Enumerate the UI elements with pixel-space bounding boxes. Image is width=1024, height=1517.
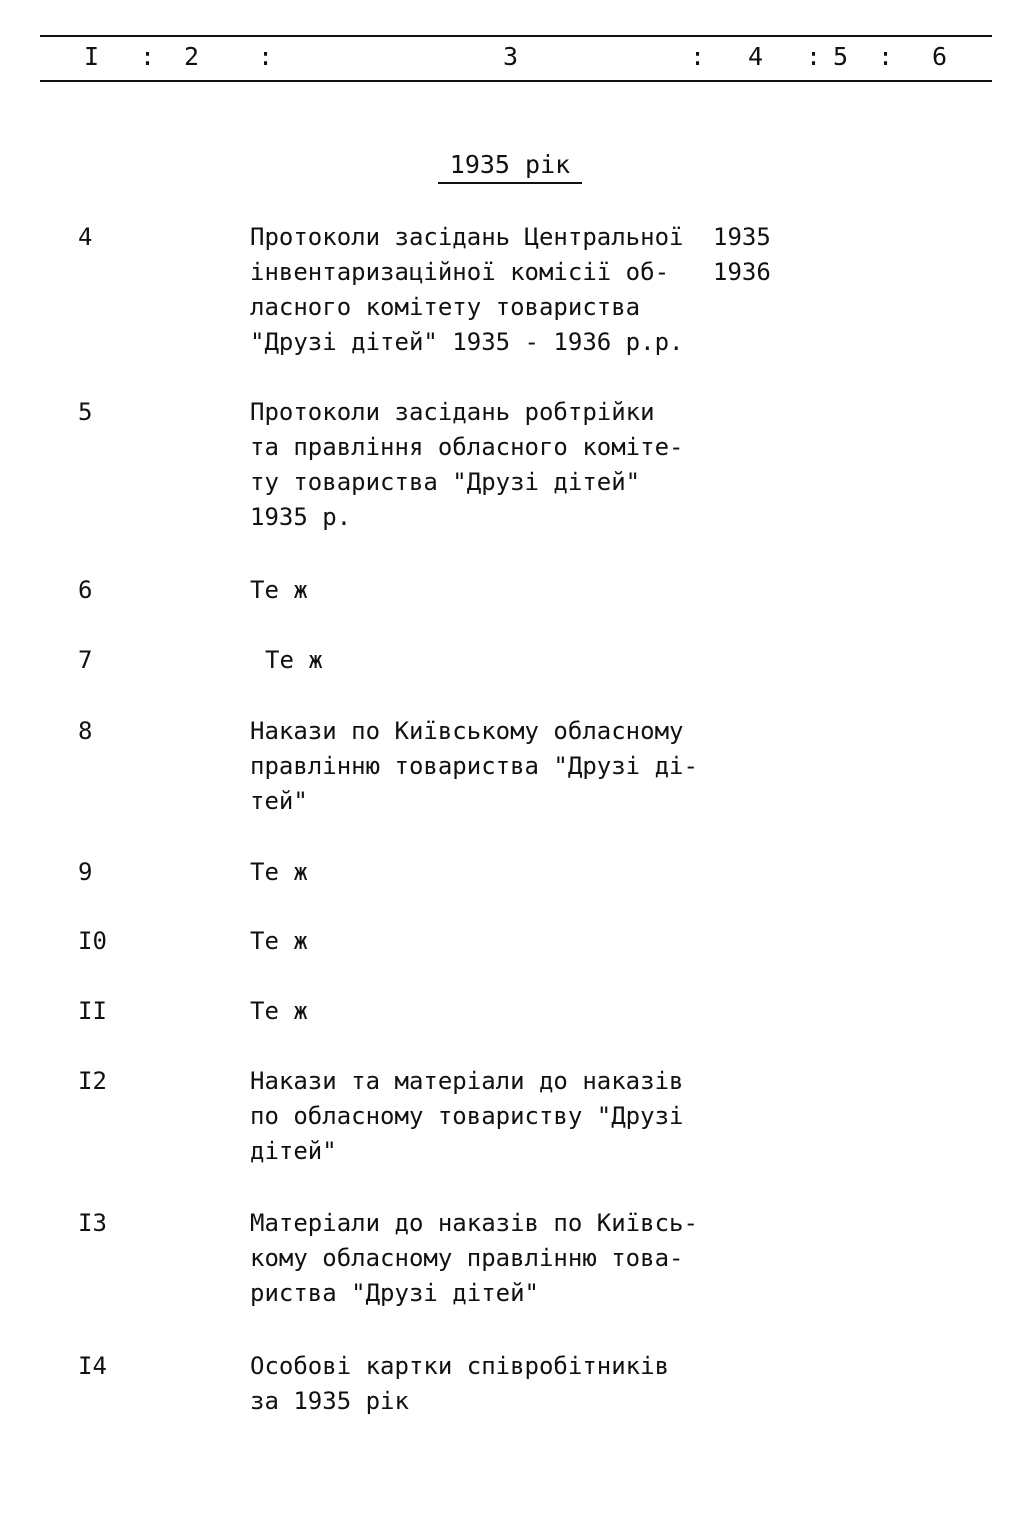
item-title: Матеріали до наказів по Київсь- кому обласному правлінню това- риства "Друзі дітей"	[250, 1209, 698, 1307]
item-number: 4	[78, 223, 93, 251]
header-col-3: 3	[503, 42, 519, 71]
header-separator: :	[140, 42, 156, 71]
item-number: II	[78, 997, 107, 1025]
header-col-6: 6	[932, 42, 948, 71]
item-number: 6	[78, 576, 93, 604]
item-title: Те ж	[250, 858, 308, 886]
item-number: I3	[78, 1209, 107, 1237]
item-title: Протоколи засідань Центральної інвентаризаційної комісії об- ласного комітету товариства "Друзі дітей" 1935 - 1936 р.р.	[250, 223, 684, 356]
item-title: Протоколи засідань робтрійки та правління обласного коміте- ту товариства "Друзі дітей" 1935 р.	[250, 398, 684, 531]
item-number: 8	[78, 717, 93, 745]
item-number: 7	[78, 646, 93, 674]
item-number: I4	[78, 1352, 107, 1380]
header-separator: :	[806, 42, 822, 71]
header-separator: :	[878, 42, 894, 71]
item-title: Накази та матеріали до наказів по обласному товариству "Друзі дітей"	[250, 1067, 684, 1165]
header-col-1: I	[84, 42, 100, 71]
item-number: I0	[78, 927, 107, 955]
item-title: Особові картки співробітників за 1935 рік	[250, 1352, 670, 1415]
header-separator: :	[690, 42, 706, 71]
header-col-5: 5	[833, 42, 849, 71]
item-title: Те ж	[250, 927, 308, 955]
year-heading: 1935 рік	[438, 150, 582, 184]
item-dates: 1935 1936	[713, 223, 771, 286]
header-col-2: 2	[184, 42, 200, 71]
item-title: Те ж	[250, 997, 308, 1025]
item-number: 9	[78, 858, 93, 886]
header-col-4: 4	[748, 42, 764, 71]
item-number: I2	[78, 1067, 107, 1095]
header-bottom-rule	[40, 80, 992, 82]
item-title: Накази по Київському обласному правлінню товариства "Друзі ді- тей"	[250, 717, 698, 815]
header-separator: :	[258, 42, 274, 71]
header-top-rule	[40, 35, 992, 37]
item-title: Те ж	[265, 646, 323, 674]
item-number: 5	[78, 398, 93, 426]
item-title: Те ж	[250, 576, 308, 604]
